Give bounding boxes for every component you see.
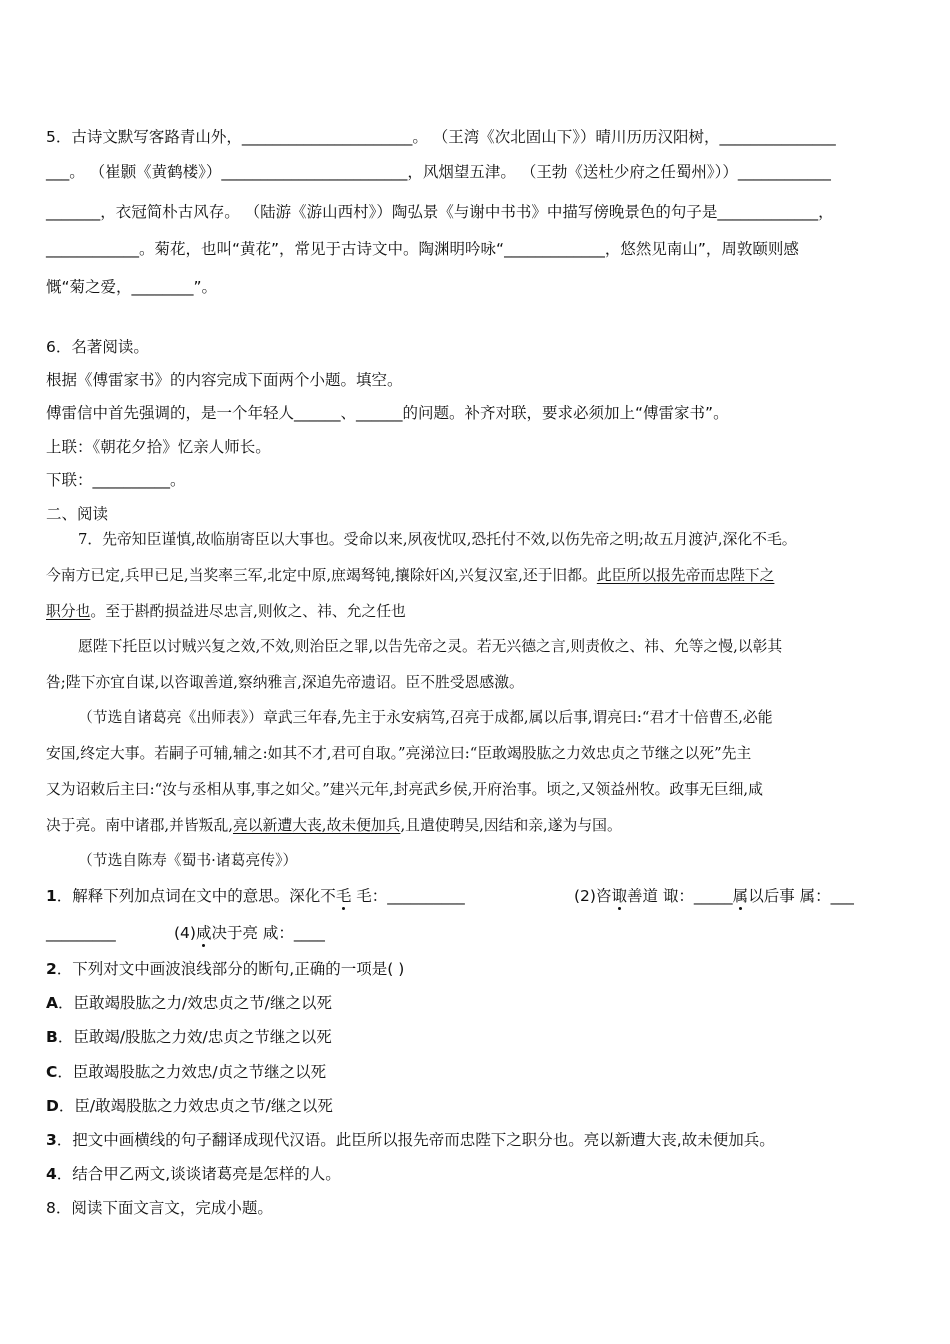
subq-text: ．把文中画横线的句子翻译成现代汉语。此臣所以报先帝而忠陛下之职分也。亮以新遭大丧,故未便加兵。: [56, 1131, 775, 1149]
subq1-line-2b: [174, 922, 325, 944]
passage2-source: （节选自陈寿《蜀书·诸葛亮传》）: [78, 852, 298, 869]
subq-text: (2)咨: [574, 887, 612, 905]
option-d: [46, 1095, 333, 1117]
subq1-line-1: [46, 885, 465, 907]
dotted-word: 咸: [195, 924, 212, 942]
subq-text: ．下列对文中画波浪线部分的断句,正确的一项是( ): [56, 960, 405, 978]
q6-line-2: 傅雷信中首先强调的，是一个年轻人______、______的问题。补齐对联，要求必须加上“傅雷家书”。: [46, 404, 729, 422]
subq-text: ．结合甲乙两文,谈谈诸葛亮是怎样的人。: [56, 1165, 341, 1183]
passage2-line-4: [46, 815, 622, 837]
subq-number: 2: [46, 960, 57, 978]
section-heading: 二、阅读: [46, 505, 109, 523]
subq4: [46, 1163, 341, 1185]
underlined-sentence-1a: 此臣所以报先帝而忠陛下之: [596, 567, 775, 584]
subq-text: (4): [174, 924, 196, 942]
passage1-text: 今南方已定,兵甲已足,当奖率三军,北定中原,庶竭驽钝,攘除奸凶,兴复汉室,还于旧都。: [46, 567, 597, 584]
dotted-word: 毛: [335, 887, 352, 905]
option-text: ．臣敢竭/股肱之力效/忠贞之节继之以死: [57, 1028, 332, 1046]
passage1-line-1: 7．先帝知臣谨慎,故临崩寄臣以大事也。受命以来,夙夜忧叹,恐托付不效,以伤先帝之明;故五月渡泸,深化不毛。: [78, 531, 797, 548]
subq-text: 毛：__________: [351, 887, 465, 905]
passage1-line-5: 咎;陛下亦宜自谋,以咨诹善道,察纳雅言,深追先帝遗诏。臣不胜受恩感激。: [46, 674, 524, 691]
underlined-sentence-1b: 职分也: [46, 603, 91, 620]
dotted-word: 诹: [611, 887, 627, 905]
subq3: [46, 1129, 775, 1151]
passage1-text: 。至于斟酌损益进尽忠言,则攸之、祎、允之任也: [90, 603, 406, 620]
q6-line-4: 下联：__________。: [46, 471, 186, 489]
q5-line-1: 5．古诗文默写客路青山外，______________________。 （王湾《次北固山下》）晴川历历汉阳树，_______________: [46, 128, 836, 146]
subq-number: 1: [46, 887, 57, 905]
option-text: ．臣敢竭股肱之力/效忠贞之节/继之以死: [58, 994, 332, 1012]
option-a: [46, 992, 332, 1014]
subq-text: 善道 诹：_____: [626, 887, 733, 905]
passage2-line-2: 安国,终定大事。若嗣子可辅,辅之:如其不才,君可自取。”亮涕泣曰:“臣敢竭股肱之力效忠贞之节继之以死”先主: [46, 745, 752, 762]
q5-line-2: ___。 （崔颢《黄鹤楼》）________________________，风烟望五津。 （王勃《送杜少府之任蜀州》））____________: [46, 163, 831, 181]
subq2: [46, 958, 404, 980]
subq1-line-1b: [574, 885, 854, 907]
q5-line-5: 慨“菊之爱，________”。: [46, 278, 218, 296]
subq-number: 3: [46, 1131, 57, 1149]
option-c: [46, 1061, 326, 1083]
subq-text: ．解释下列加点词在文中的意思。深化不: [56, 887, 336, 905]
subq-text: 决于亮 咸：____: [211, 924, 325, 942]
option-text: ．臣/敢竭股肱之力效忠贞之节/继之以死: [58, 1097, 333, 1115]
passage2-text: 决于亮。南中诸郡,并皆叛乱,: [46, 817, 233, 834]
option-key: A: [46, 994, 58, 1012]
q6-line-3: 上联：《朝花夕拾》忆亲人师长。: [46, 438, 271, 456]
passage2-text: ,且遣使聘吴,因结和亲,遂为与国。: [400, 817, 622, 834]
passage2-line-1: （节选自诸葛亮《出师表》）章武三年春,先主于永安病笃,召亮于成都,属以后事,谓亮曰:“君才十倍曹丕,必能: [78, 709, 773, 726]
passage2-line-3: 又为诏敕后主曰:“汝与丞相从事,事之如父。”建兴元年,封亮武乡侯,开府治事。顷之,又领益州牧。政事无巨细,咸: [46, 781, 763, 798]
q8-title: 8．阅读下面文言文，完成小题。: [46, 1199, 273, 1217]
underlined-sentence-2: 亮以新遭大丧,故未便加兵: [232, 817, 401, 834]
option-b: [46, 1026, 332, 1048]
passage1-line-2: [46, 565, 774, 587]
option-text: ．臣敢竭股肱之力效忠/贞之节继之以死: [57, 1063, 327, 1081]
q5-line-3: _______，衣冠简朴古风存。 （陆游《游山西村》）陶弘景《与谢中书书》中描写傍晚景色的句子是_____________，: [46, 203, 834, 221]
subq-number: 4: [46, 1165, 57, 1183]
subq1-line-2: _________: [46, 924, 116, 942]
subq-text: 以后事 属：___: [748, 887, 854, 905]
option-key: B: [46, 1028, 58, 1046]
passage1-line-4: 愿陛下托臣以讨贼兴复之效,不效,则治臣之罪,以告先帝之灵。若无兴德之言,则责攸之、祎、允等之慢,以彰其: [78, 638, 783, 655]
q6-line-1: 根据《傅雷家书》的内容完成下面两个小题。填空。: [46, 371, 403, 389]
passage1-line-3: [46, 601, 406, 623]
q6-title: 6．名著阅读。: [46, 338, 149, 356]
option-key: C: [46, 1063, 58, 1081]
option-key: D: [46, 1097, 59, 1115]
dotted-word: 属: [732, 887, 749, 905]
q5-line-4: ____________。菊花，也叫“黄花”，常见于古诗文中。陶渊明吟咏“_____________，悠然见南山”，周敦颐则感: [46, 240, 799, 258]
